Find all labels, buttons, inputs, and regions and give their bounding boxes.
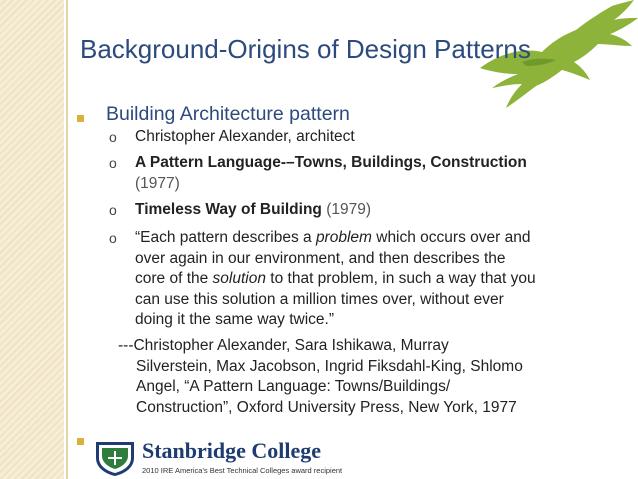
quote-text: to that problem, in such a way that you (265, 270, 536, 287)
college-name: Stanbridge College (142, 438, 322, 463)
item-pattern-language (135, 153, 527, 194)
circle-bullet-icon: o (109, 202, 117, 218)
book-title: Timeless Way of Building (135, 201, 322, 218)
quote-text: over again in our environment, and then describes the (135, 249, 506, 267)
quote-text: “Each pattern describes a (135, 229, 316, 246)
book-year: (1979) (321, 201, 372, 218)
citation-line: Silverstein, Max Jacobson, Ingrid Fiksdahl-King, Shlomo (136, 357, 523, 375)
quote-text: can use this solution a million times over, without ever (135, 290, 504, 308)
square-bullet-icon (77, 115, 84, 122)
quote-text: core of the (135, 270, 213, 287)
quote-emphasis: problem (315, 229, 372, 246)
citation-line: Angel, “A Pattern Language: Towns/Buildings/ (136, 378, 451, 395)
bullet-building-architecture: Building Architecture pattern (106, 103, 350, 125)
item-quote (135, 228, 536, 331)
college-logo (92, 438, 382, 479)
item-christopher-alexander (135, 127, 355, 148)
quote-text: which occurs over and (371, 229, 531, 246)
college-shield-icon (94, 440, 136, 476)
slide-title: Background-Origins of Design Patterns (80, 34, 531, 64)
square-bullet-icon (77, 438, 84, 445)
item-text: Christopher Alexander, architect (135, 128, 355, 145)
book-year: (1977) (135, 174, 180, 192)
quote-text: doing it the same way twice.” (135, 311, 335, 328)
circle-bullet-icon: o (109, 155, 117, 171)
circle-bullet-icon: o (109, 129, 117, 145)
quote-emphasis: solution (212, 270, 266, 287)
divider (66, 0, 68, 479)
item-timeless-way (135, 200, 371, 221)
circle-bullet-icon: o (109, 230, 117, 246)
college-tagline: 2010 IRE America's Best Technical Colleges award recipient (142, 466, 343, 475)
citation-line: ---Christopher Alexander, Sara Ishikawa, Murray (118, 337, 449, 354)
citation (118, 336, 523, 418)
citation-line: Construction”, Oxford University Press, New York, 1977 (136, 398, 517, 416)
decorative-band (0, 0, 64, 479)
book-title: A Pattern Language-–Towns, Buildings, Construction (135, 154, 527, 171)
